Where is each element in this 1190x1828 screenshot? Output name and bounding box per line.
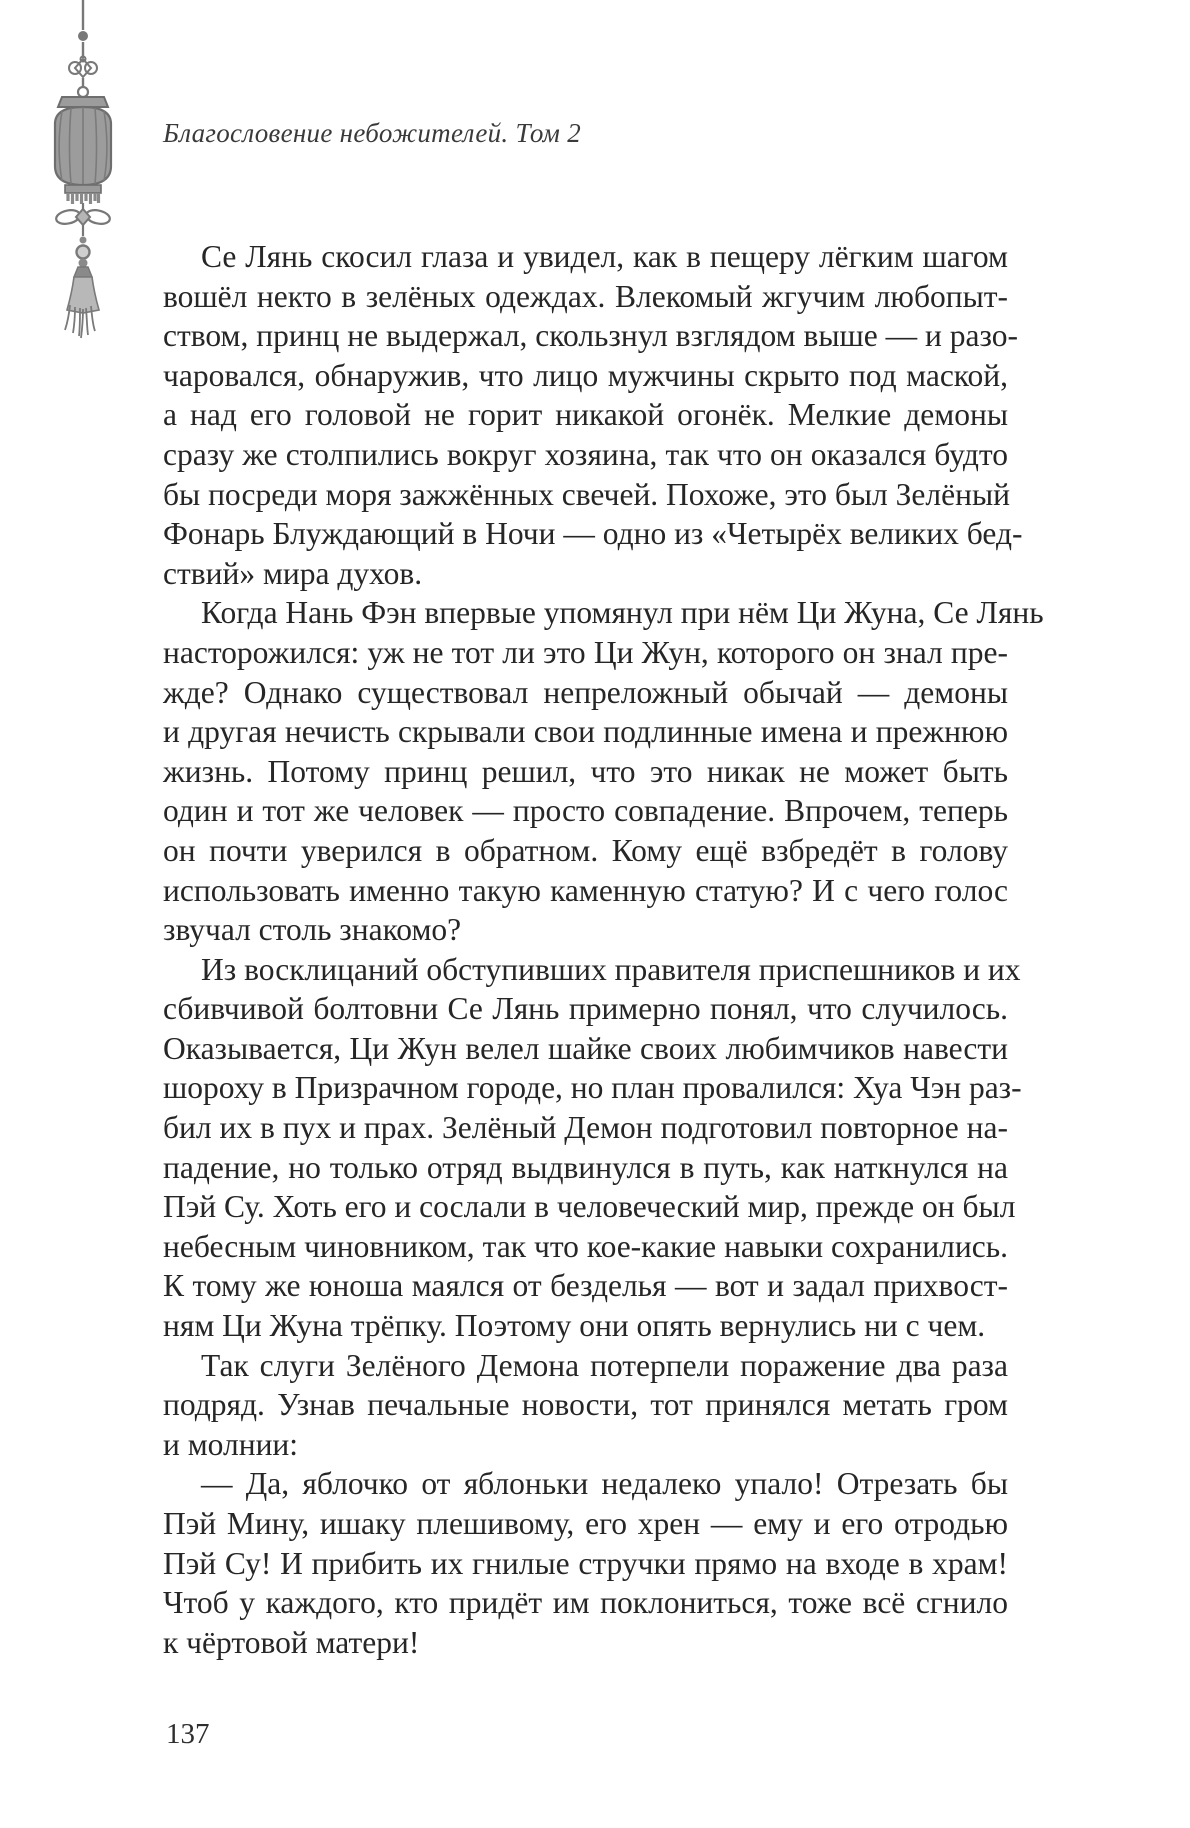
body-line: Так слуги Зелёного Демона потерпели поражение два раза [201, 1347, 1008, 1383]
body-line: Фонарь Блуждающий в Ночи — одно из «Четырёх великих бед- [163, 516, 1023, 552]
tassel-cap [74, 267, 92, 277]
body-line: — Да, яблочко от яблоньки недалеко упало! Отрезать бы [201, 1466, 1008, 1502]
body-line: Се Лянь скосил глаза и увидел, как в пещеру лёгким шагом [201, 239, 1008, 274]
paragraph [163, 593, 1044, 949]
body-line: и молнии: [163, 1426, 299, 1462]
body-line: сбивчивой болтовни Се Лянь примерно понял, что случилось. [163, 991, 1008, 1027]
lantern-cap [58, 97, 108, 107]
tassel-bead-small [80, 237, 87, 244]
body-line: и другая нечисть скрывали свои подлинные имена и прежнюю [163, 714, 1008, 750]
body-line: один и тот же человек — просто совпадение. Впрочем, теперь [163, 793, 1008, 829]
lantern-bead-top [78, 31, 88, 41]
body-line: жизнь. Потому принц решил, что это никак не может быть [163, 753, 1008, 789]
body-line: Из восклицаний обступивших правителя приспешников и их [201, 951, 1021, 987]
lantern-illustration [34, 0, 134, 340]
body-line: сразу же столпились вокруг хозяина, так что он оказался будто [163, 436, 1008, 472]
body-line: подряд. Узнав печальные новости, тот принялся метать гром [163, 1387, 1008, 1423]
body-line: а над его головой не горит никакой огонёк. Мелкие демоны [163, 397, 1008, 433]
body-line: Пэй Су! И прибить их гнилые стручки прямо на входе в храм! [163, 1545, 1008, 1581]
body-line: ствий» мира духов. [163, 555, 423, 591]
body-line: к чёртовой матери! [163, 1624, 420, 1660]
lantern-fringe [68, 193, 99, 204]
body-line: Когда Нань Фэн впервые упомянул при нём Ци Жуна, Се Лянь [201, 595, 1044, 631]
lantern-collar [65, 185, 101, 193]
body-line: Пэй Мину, ишаку плешивому, его хрен — ему и его отродью [163, 1506, 1008, 1541]
body-line: ням Ци Жуна трёпку. Поэтому они опять вернулись ни с чем. [163, 1308, 986, 1344]
tassel-strands [65, 305, 95, 338]
tassel-bead [79, 259, 88, 268]
tassel-body [67, 277, 99, 313]
lantern-knot [69, 57, 97, 78]
body-line: Чтоб у каждого, кто придёт им поклониться, тоже всё сгнило [163, 1585, 1008, 1621]
paragraph [163, 1464, 1008, 1662]
body-line: насторожился: уж не тот ли это Ци Жун, которого он знал пре- [163, 634, 1008, 670]
running-header: Благословение небожителей. Том 2 [163, 118, 582, 148]
body-text [163, 237, 1044, 1662]
body-line: звучал столь знакомо? [163, 912, 462, 948]
body-line: жде? Однако существовал непреложный обычай — демоны [163, 674, 1008, 710]
page-number: 137 [166, 1718, 210, 1750]
bow-knot [55, 208, 111, 226]
lantern-ring [78, 87, 88, 97]
body-line: шороху в Призрачном городе, но план провалился: Хуа Чэн раз- [163, 1070, 1022, 1106]
body-line: чаровался, обнаружив, что лицо мужчины скрыто под маской, [163, 357, 1008, 393]
body-line: падение, но только отряд выдвинулся в путь, как наткнулся на [163, 1149, 1008, 1185]
body-line: он почти уверился в обратном. Кому ещё взбредёт в голову [163, 832, 1008, 868]
body-line: бы посреди моря зажжённых свечей. Похоже, это был Зелёный [163, 476, 1010, 512]
body-line: вошёл некто в зелёных одеждах. Влекомый жгучим любопыт- [163, 278, 1008, 314]
body-line: небесным чиновником, так что кое-какие навыки сохранились. [163, 1228, 1008, 1264]
body-line: Пэй Су. Хоть его и сослали в человеческий мир, прежде он был [163, 1189, 1016, 1225]
body-line: использовать именно такую каменную статую? И с чего голос [163, 872, 1008, 908]
body-line: К тому же юноша маялся от безделья — вот и задал прихвост- [163, 1268, 1008, 1304]
body-line: ством, принц не выдержал, скользнул взглядом выше — и разо- [163, 318, 1018, 354]
tassel-bead-ring [77, 246, 90, 259]
body-line: Оказывается, Ци Жун велел шайке своих любимчиков навести [163, 1030, 1008, 1066]
body-line: бил их в пух и прах. Зелёный Демон подготовил повторное на- [163, 1110, 1008, 1146]
paragraph [163, 1346, 1008, 1465]
paragraph [163, 950, 1022, 1346]
paragraph [163, 237, 1023, 593]
